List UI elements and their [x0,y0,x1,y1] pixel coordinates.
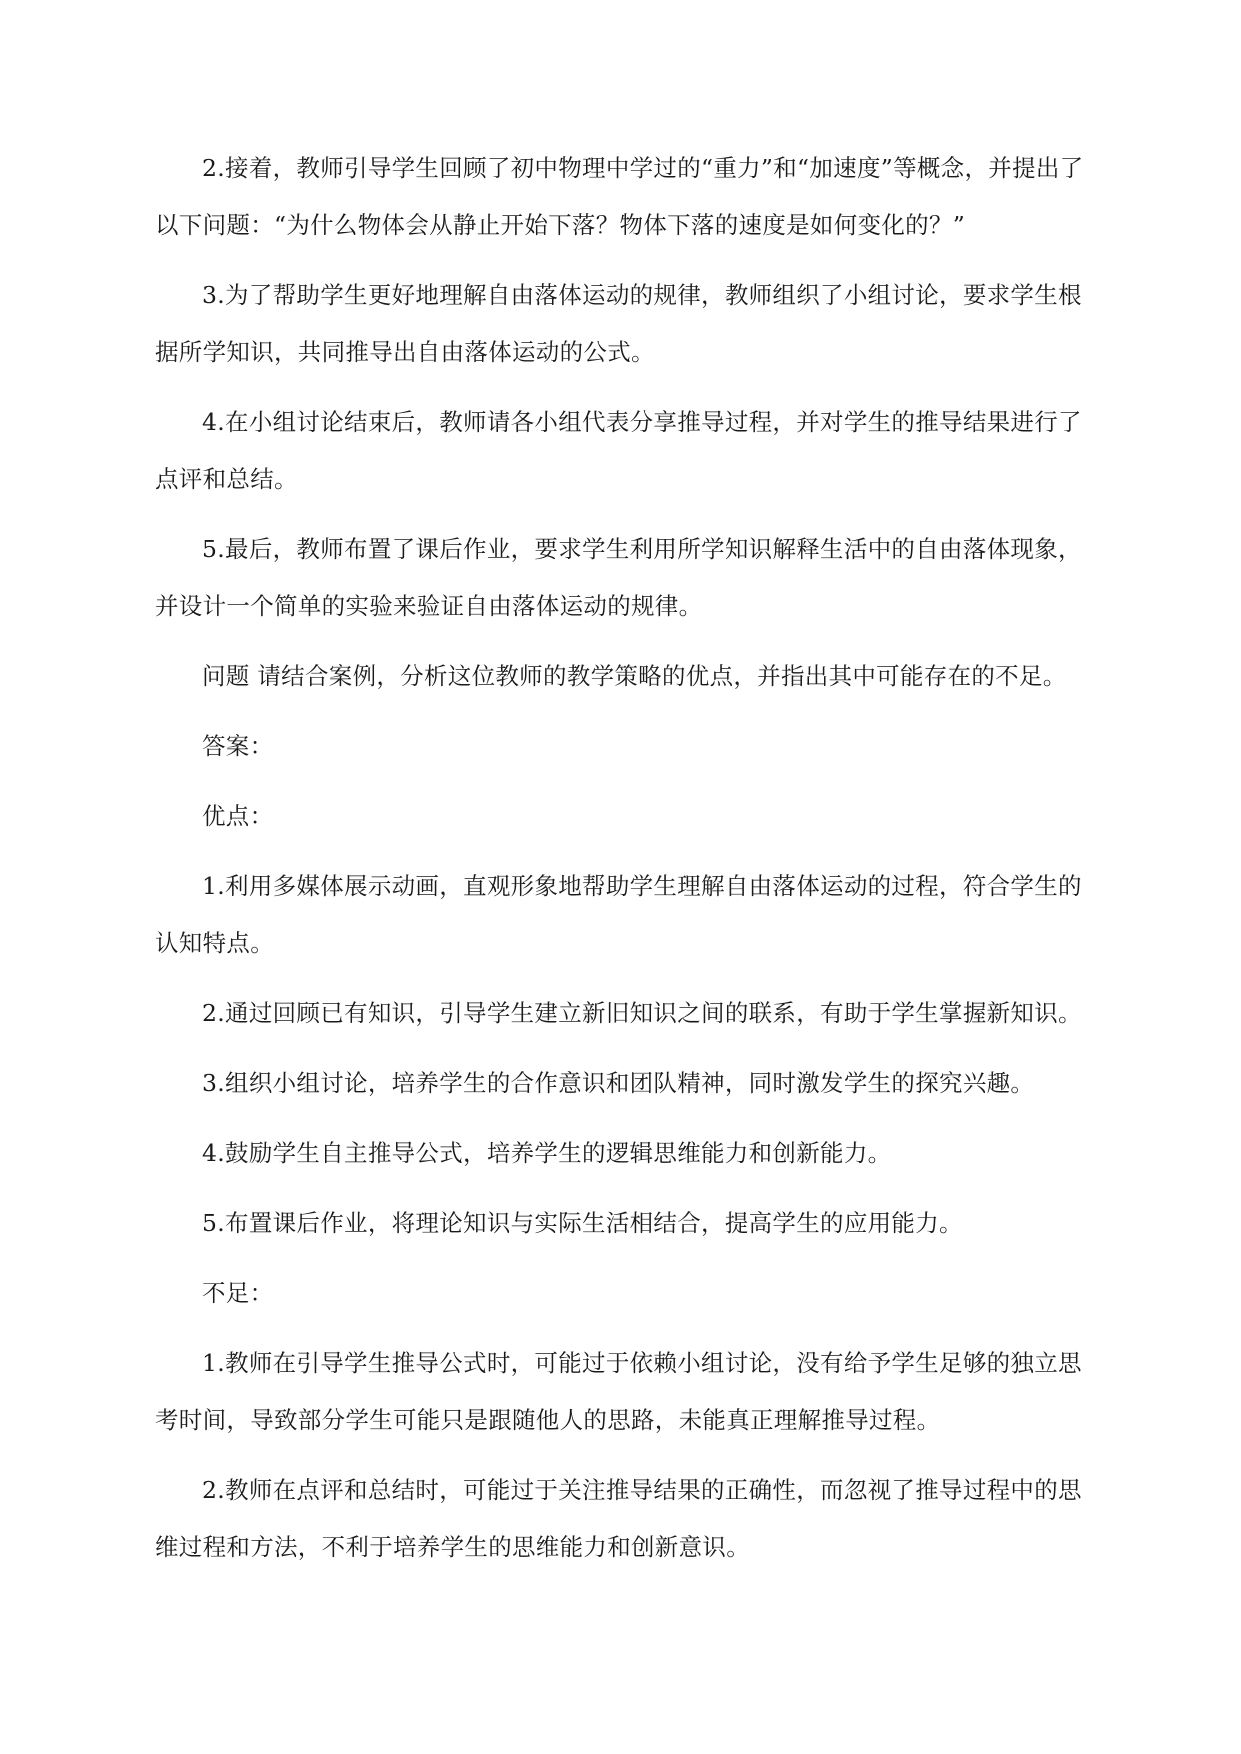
case-step-5-paragraph: 5.最后，教师布置了课后作业，要求学生利用所学知识解释生活中的自由落体现象，并设计一个简单的实验来验证自由落体运动的规律。 [155,535,1082,620]
merit-3-paragraph: 3.组织小组讨论，培养学生的合作意识和团队精神，同时激发学生的探究兴趣。 [202,1069,1035,1097]
case-step-3-paragraph: 3.为了帮助学生更好地理解自由落体运动的规律，教师组织了小组讨论，要求学生根据所学知识，共同推导出自由落体运动的公式。 [155,281,1082,366]
document-body [155,140,1091,1576]
answer-label: 答案： [202,732,274,760]
shortcoming-2-paragraph: 2.教师在点评和总结时，可能过于关注推导结果的正确性，而忽视了推导过程中的思维过程和方法，不利于培养学生的思维能力和创新意识。 [155,1476,1082,1561]
case-step-4-paragraph: 4.在小组讨论结束后，教师请各小组代表分享推导过程，并对学生的推导结果进行了点评和总结。 [155,408,1082,493]
merit-1-paragraph: 1.利用多媒体展示动画，直观形象地帮助学生理解自由落体运动的过程，符合学生的认知特点。 [155,872,1082,957]
shortcoming-1-paragraph: 1.教师在引导学生推导公式时，可能过于依赖小组讨论，没有给予学生足够的独立思考时间，导致部分学生可能只是跟随他人的思路，未能真正理解推导过程。 [155,1349,1082,1434]
shortcomings-label: 不足： [202,1279,274,1307]
case-step-2-paragraph: 2.接着，教师引导学生回顾了初中物理中学过的“重力”和“加速度”等概念，并提出了以下问题：“为什么物体会从静止开始下落？物体下落的速度是如何变化的？” [155,154,1084,239]
merit-2-paragraph: 2.通过回顾已有知识，引导学生建立新旧知识之间的联系，有助于学生掌握新知识。 [202,999,1082,1027]
question-paragraph: 问题 请结合案例，分析这位教师的教学策略的优点，并指出其中可能存在的不足。 [202,662,1067,690]
merits-label: 优点： [202,802,274,830]
merit-5-paragraph: 5.布置课后作业，将理论知识与实际生活相结合，提高学生的应用能力。 [202,1209,963,1237]
merit-4-paragraph: 4.鼓励学生自主推导公式，培养学生的逻辑思维能力和创新能力。 [202,1139,892,1167]
